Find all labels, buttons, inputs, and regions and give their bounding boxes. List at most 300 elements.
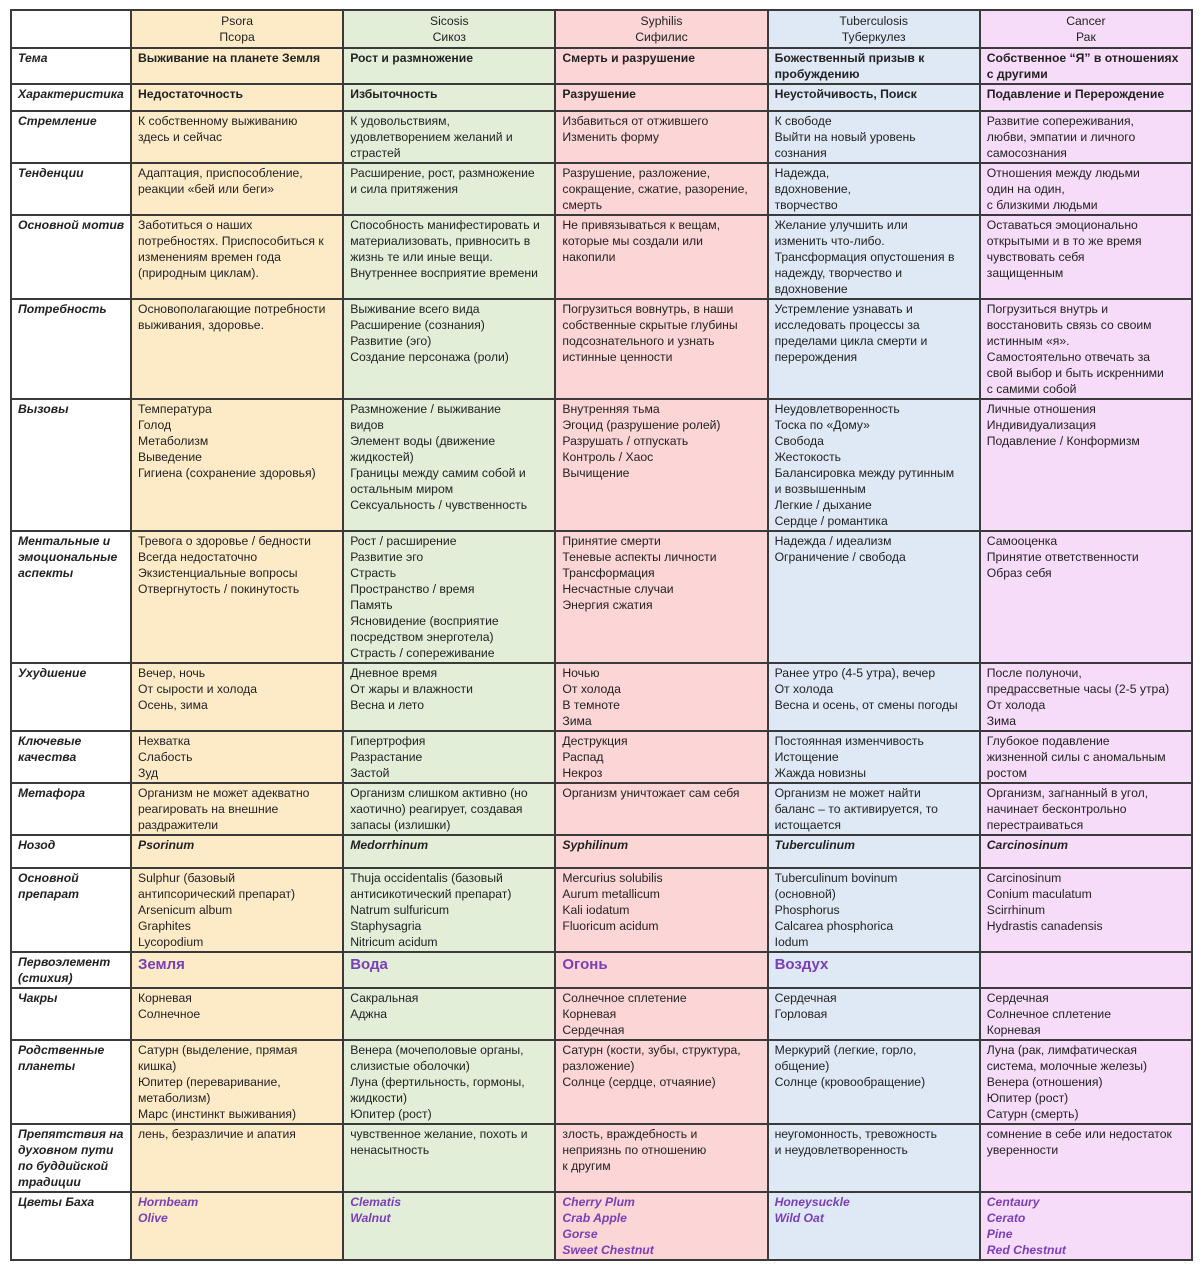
cell-line: Calcarea phosphorica xyxy=(774,919,894,933)
cell-line: Воздух xyxy=(774,956,829,973)
cell-bach-flowers-psora xyxy=(131,1192,343,1260)
cell-line: Sweet Chestnut xyxy=(562,1243,654,1257)
cell-line: Размножение / выживание xyxy=(350,402,501,416)
cell-line: Солнце (кровообращение) xyxy=(774,1075,926,1089)
cell-line: жидкостей) xyxy=(350,450,414,464)
cell-line: Walnut xyxy=(350,1211,391,1225)
cell-line: чувствовать себя xyxy=(986,250,1085,264)
cell-line: Несчастные случаи xyxy=(562,582,674,596)
cell-line: К собственному выживанию xyxy=(138,114,298,128)
cell-line: разложение) xyxy=(562,1059,635,1073)
cell-line: Clematis xyxy=(350,1195,401,1209)
cell-line: Ночью xyxy=(562,666,600,680)
row-label-line: Тема xyxy=(18,51,48,65)
cell-line: Солнечное xyxy=(138,1007,201,1021)
cell-planets-sicosis xyxy=(343,1040,555,1124)
cell-line: вдохновение xyxy=(774,282,848,296)
cell-line: Natrum sulfuricum xyxy=(350,903,450,917)
cell-line: баланс – то активируется, то xyxy=(774,802,938,816)
row-nosode xyxy=(11,835,1192,868)
cell-line: Изменить форму xyxy=(562,130,659,144)
cell-aspiration-tuberculosis xyxy=(768,111,980,163)
cell-line: К удовольствиям, xyxy=(350,114,450,128)
row-label-planets xyxy=(11,1040,131,1124)
row-label-line: Родственные xyxy=(18,1043,105,1057)
row-chakras xyxy=(11,988,1192,1040)
cell-line: Tuberculinum bovinum xyxy=(774,871,898,885)
cell-line: истинным «я». xyxy=(986,334,1070,348)
row-label-line: Цветы Баха xyxy=(18,1195,95,1209)
cell-line: Carcinosinum xyxy=(986,838,1069,852)
cell-line: Энергия сжатия xyxy=(562,598,653,612)
cell-planets-tuberculosis xyxy=(768,1040,980,1124)
row-need xyxy=(11,299,1192,399)
cell-line: Корневая xyxy=(562,1007,617,1021)
cell-line: реакции «бей или беги» xyxy=(138,182,275,196)
cell-line: От холода xyxy=(562,682,621,696)
cell-line: Некроз xyxy=(562,766,603,780)
cell-line: Организм слишком активно (но xyxy=(350,786,528,800)
cell-line: Отвергнутость / покинутость xyxy=(138,582,300,596)
header-row xyxy=(11,10,1192,48)
cell-planets-psora xyxy=(131,1040,343,1124)
cell-line: кишка) xyxy=(138,1059,177,1073)
cell-aspiration-psora xyxy=(131,111,343,163)
cell-line: свой выбор и быть искренними xyxy=(986,366,1164,380)
cell-main-motive-tuberculosis xyxy=(768,215,980,299)
cell-line: Организм, загнанный в угол, xyxy=(986,786,1149,800)
cell-line: Страсть xyxy=(350,566,397,580)
cell-line: истинные ценности xyxy=(562,350,673,364)
cell-line: любви, эмпатии и личного xyxy=(986,130,1136,144)
cell-line: Весна и лето xyxy=(350,698,424,712)
cell-line: начинает бесконтрольно xyxy=(986,802,1127,816)
cell-need-psora xyxy=(131,299,343,399)
miasm-comparison-table-wrapper xyxy=(10,9,1193,1261)
cell-line: Arsenicum album xyxy=(138,903,233,917)
row-label-line: Стремление xyxy=(18,114,97,128)
row-label-line: Потребность xyxy=(18,302,107,316)
cell-challenges-psora xyxy=(131,399,343,531)
row-bach-flowers xyxy=(11,1192,1192,1260)
cell-line: Луна (рак, лимфатическая xyxy=(986,1043,1138,1057)
cell-chakras-cancer xyxy=(980,988,1192,1040)
cell-line: Зима xyxy=(986,714,1017,728)
cell-line: запасы (излишки) xyxy=(350,818,451,832)
cell-line: Сексуальность / чувственность xyxy=(350,498,528,512)
cell-line: Рост / расширение xyxy=(350,534,457,548)
cell-line: собственные скрытые глубины xyxy=(562,318,738,332)
cell-line: Балансировка между рутинным xyxy=(774,466,955,480)
cell-line: Организм уничтожает сам себя xyxy=(562,786,740,800)
cell-line: Трансформация опустошения в xyxy=(774,250,955,264)
cell-line: Thuja occidentalis (базовый xyxy=(350,871,503,885)
cell-line: Марс (инстинкт выживания) xyxy=(138,1107,297,1121)
cell-obstacles-psora xyxy=(131,1124,343,1192)
cell-line: Принятие ответственности xyxy=(986,550,1139,564)
cell-line: Солнечное сплетение xyxy=(562,991,687,1005)
cell-chakras-psora xyxy=(131,988,343,1040)
cell-line: жидкости) xyxy=(350,1091,408,1105)
cell-line: Застой xyxy=(350,766,390,780)
row-label-theme xyxy=(11,48,131,84)
table-body xyxy=(11,48,1192,1260)
cell-line: Развитие эго xyxy=(350,550,424,564)
cell-line: Трансформация xyxy=(562,566,655,580)
cell-line: слизистые оболочки) xyxy=(350,1059,470,1073)
cell-line: Выживание на планете Земля xyxy=(138,51,321,65)
cell-tendencies-tuberculosis xyxy=(768,163,980,215)
cell-line: Самостоятельно отвечать за xyxy=(986,350,1151,364)
cell-line: Развитие (эго) xyxy=(350,334,432,348)
cell-line: Crab Apple xyxy=(562,1211,627,1225)
cell-nosode-sicosis xyxy=(343,835,555,868)
row-label-line: Нозод xyxy=(18,838,56,852)
cell-line: Scirrhinum xyxy=(986,903,1045,917)
cell-line: Cherry Plum xyxy=(562,1195,635,1209)
cell-line: Gorse xyxy=(562,1227,598,1241)
cell-line: удовлетворением желаний и xyxy=(350,130,513,144)
header-syphilis-en: Syphilis xyxy=(640,14,683,28)
cell-line: Сатурн (смерть) xyxy=(986,1107,1079,1121)
cell-main-motive-cancer xyxy=(980,215,1192,299)
header-tuberculosis xyxy=(768,10,980,48)
row-label-metaphor xyxy=(11,783,131,835)
cell-characteristic-sicosis xyxy=(343,84,555,111)
row-label-line: Характеристика xyxy=(18,87,124,101)
cell-line: система, молочные железы) xyxy=(986,1059,1148,1073)
cell-line: чувственное желание, похоть и xyxy=(350,1127,528,1141)
cell-line: Метаболизм xyxy=(138,434,209,448)
cell-line: Погрузиться внутрь и xyxy=(986,302,1109,316)
cell-line: От сырости и холода xyxy=(138,682,258,696)
row-label-nosode xyxy=(11,835,131,868)
row-tendencies xyxy=(11,163,1192,215)
cell-bach-flowers-syphilis xyxy=(555,1192,767,1260)
row-label-line: Вызовы xyxy=(18,402,69,416)
cell-line: и неудовлетворенность xyxy=(774,1143,908,1157)
row-label-line: по буддийской xyxy=(18,1159,109,1173)
row-metaphor xyxy=(11,783,1192,835)
cell-line: Свобода xyxy=(774,434,824,448)
cell-challenges-tuberculosis xyxy=(768,399,980,531)
cell-line: К свободе xyxy=(774,114,832,128)
cell-line: пределами цикла смерти и xyxy=(774,334,928,348)
row-label-need xyxy=(11,299,131,399)
cell-metaphor-syphilis xyxy=(555,783,767,835)
cell-line: Honeysuckle xyxy=(774,1195,850,1209)
row-label-element xyxy=(11,952,131,988)
cell-main-remedy-psora xyxy=(131,868,343,952)
cell-line: вдохновение, xyxy=(774,182,852,196)
row-obstacles xyxy=(11,1124,1192,1192)
cell-line: (основной) xyxy=(774,887,836,901)
cell-line: Весна и осень, от смены погоды xyxy=(774,698,958,712)
cell-main-motive-psora xyxy=(131,215,343,299)
cell-line: Подавление и Перерождение xyxy=(986,87,1165,101)
cell-challenges-syphilis xyxy=(555,399,767,531)
cell-element-psora xyxy=(131,952,343,988)
header-corner-cell xyxy=(11,10,131,48)
cell-nosode-cancer xyxy=(980,835,1192,868)
row-planets xyxy=(11,1040,1192,1124)
cell-line: Сердечная xyxy=(986,991,1049,1005)
cell-line: Меркурий (легкие, горло, xyxy=(774,1043,917,1057)
cell-line: лень, безразличие и апатия xyxy=(138,1127,296,1141)
cell-line: Разрушение xyxy=(562,87,636,101)
cell-line: Разрушать / отпускать xyxy=(562,434,689,448)
cell-line: пробуждению xyxy=(774,67,860,81)
cell-line: Mercurius solubilis xyxy=(562,871,663,885)
cell-line: Погрузиться вовнутрь, в наши xyxy=(562,302,734,316)
cell-line: Жестокость xyxy=(774,450,842,464)
cell-line: Страсть / сопереживание xyxy=(350,646,495,660)
cell-line: Разрушение, разложение, xyxy=(562,166,711,180)
cell-line: Отношения между людьми xyxy=(986,166,1140,180)
cell-line: Centaury xyxy=(986,1195,1040,1209)
cell-aspiration-cancer xyxy=(980,111,1192,163)
cell-element-tuberculosis xyxy=(768,952,980,988)
cell-line: антипсорический препарат) xyxy=(138,887,296,901)
cell-metaphor-tuberculosis xyxy=(768,783,980,835)
cell-line: остальным миром xyxy=(350,482,454,496)
cell-line: Carcinosinum xyxy=(986,871,1062,885)
cell-line: Tuberculinum xyxy=(774,838,855,852)
cell-line: ростом xyxy=(986,766,1028,780)
cell-line: Индивидуализация xyxy=(986,418,1096,432)
cell-line: Red Chestnut xyxy=(986,1243,1066,1257)
cell-line: Выживание всего вида xyxy=(350,302,480,316)
cell-line: В темноте xyxy=(562,698,620,712)
cell-line: Phosphorus xyxy=(774,903,840,917)
cell-line: Границы между самим собой и xyxy=(350,466,526,480)
cell-line: надежду, творчество и xyxy=(774,266,903,280)
cell-line: самосознания xyxy=(986,146,1067,160)
cell-line: Psorinum xyxy=(138,838,195,852)
cell-need-tuberculosis xyxy=(768,299,980,399)
cell-line: Пространство / время xyxy=(350,582,475,596)
cell-line: Элемент воды (движение xyxy=(350,434,496,448)
cell-line: перестраиваться xyxy=(986,818,1084,832)
row-label-line: Основной xyxy=(18,871,79,885)
cell-line: От жары и влажности xyxy=(350,682,473,696)
cell-bach-flowers-cancer xyxy=(980,1192,1192,1260)
cell-obstacles-cancer xyxy=(980,1124,1192,1192)
cell-aggravation-syphilis xyxy=(555,663,767,731)
cell-line: Всегда недостаточно xyxy=(138,550,258,564)
row-label-aggravation xyxy=(11,663,131,731)
cell-line: защищенным xyxy=(986,266,1064,280)
cell-planets-syphilis xyxy=(555,1040,767,1124)
cell-aspiration-sicosis xyxy=(343,111,555,163)
cell-line: неугомонность, тревожность xyxy=(774,1127,937,1141)
cell-line: Вычищение xyxy=(562,466,630,480)
header-tuberculosis-ru: Туберкулез xyxy=(841,30,906,44)
header-psora-en: Psora xyxy=(221,14,254,28)
cell-tendencies-cancer xyxy=(980,163,1192,215)
cell-line: хаотично) реагирует, создавая xyxy=(350,802,523,816)
cell-line: Юпитер (переваривание, xyxy=(138,1075,281,1089)
cell-line: Сакральная xyxy=(350,991,419,1005)
row-label-mental-emotional xyxy=(11,531,131,663)
cell-line: сокращение, сжатие, разорение, xyxy=(562,182,748,196)
cell-line: Graphites xyxy=(138,919,191,933)
cell-tendencies-psora xyxy=(131,163,343,215)
cell-line: Зима xyxy=(562,714,592,728)
cell-line: Рост и размножение xyxy=(350,51,473,65)
cell-line: метаболизм) xyxy=(138,1091,211,1105)
cell-line: предрассветные часы (2-5 утра) xyxy=(986,682,1170,696)
cell-line: Syphilinum xyxy=(562,838,629,852)
cell-line: Юпитер (рост) xyxy=(350,1107,432,1121)
row-mental-emotional xyxy=(11,531,1192,663)
cell-main-remedy-sicosis xyxy=(343,868,555,952)
cell-line: Распад xyxy=(562,750,604,764)
cell-line: изменениям времен года xyxy=(138,250,281,264)
row-label-line: Ментальные и xyxy=(18,534,111,548)
cell-line: Нехватка xyxy=(138,734,191,748)
cell-line: Staphysagria xyxy=(350,919,422,933)
cell-tendencies-syphilis xyxy=(555,163,767,215)
row-label-bach-flowers xyxy=(11,1192,131,1260)
cell-line: Ограничение / свобода xyxy=(774,550,906,564)
cell-line: Организм не может адекватно xyxy=(138,786,310,800)
cell-main-motive-sicosis xyxy=(343,215,555,299)
cell-nosode-psora xyxy=(131,835,343,868)
cell-line: Medorrhinum xyxy=(350,838,429,852)
cell-line: От холода xyxy=(986,698,1046,712)
cell-line: и возвышенным xyxy=(774,482,866,496)
cell-line: Легкие / дыхание xyxy=(774,498,872,512)
row-label-line: Тенденции xyxy=(18,166,84,180)
row-label-line: Ухудшение xyxy=(18,666,87,680)
row-label-main-remedy xyxy=(11,868,131,952)
header-cancer xyxy=(980,10,1192,48)
cell-line: Nitricum acidum xyxy=(350,935,438,949)
cell-line: сознания xyxy=(774,146,827,160)
cell-main-remedy-cancer xyxy=(980,868,1192,952)
cell-main-motive-syphilis xyxy=(555,215,767,299)
cell-line: Lycopodium xyxy=(138,935,204,949)
cell-line: сомнение в себе или недостаток xyxy=(986,1127,1172,1141)
cell-line: Личные отношения xyxy=(986,402,1096,416)
cell-mental-emotional-tuberculosis xyxy=(768,531,980,663)
cell-line: Устремление узнавать и xyxy=(774,302,913,316)
cell-line: Неудовлетворенность xyxy=(774,402,900,416)
cell-obstacles-syphilis xyxy=(555,1124,767,1192)
cell-line: Экзистенциальные вопросы xyxy=(138,566,298,580)
cell-chakras-sicosis xyxy=(343,988,555,1040)
cell-line: Деструкция xyxy=(562,734,628,748)
cell-nosode-tuberculosis xyxy=(768,835,980,868)
cell-tendencies-sicosis xyxy=(343,163,555,215)
row-main-motive xyxy=(11,215,1192,299)
cell-line: Сердечная xyxy=(562,1023,625,1037)
cell-nosode-syphilis xyxy=(555,835,767,868)
cell-need-syphilis xyxy=(555,299,767,399)
cell-line: Сердечная xyxy=(774,991,837,1005)
cell-line: Сатурн (выделение, прямая xyxy=(138,1043,298,1057)
cell-line: реагировать на внешние xyxy=(138,802,279,816)
cell-line: Cerato xyxy=(986,1211,1026,1225)
cell-line: Разрастание xyxy=(350,750,423,764)
cell-line: с самими собой xyxy=(986,382,1077,396)
cell-need-sicosis xyxy=(343,299,555,399)
row-label-line: Ключевые xyxy=(18,734,82,748)
row-key-qualities xyxy=(11,731,1192,783)
cell-line: Pine xyxy=(986,1227,1013,1241)
cell-theme-tuberculosis xyxy=(768,48,980,84)
cell-line: страстей xyxy=(350,146,401,160)
cell-line: перерождения xyxy=(774,350,858,364)
cell-line: Постоянная изменчивость xyxy=(774,734,924,748)
cell-line: Солнце (сердце, отчаяние) xyxy=(562,1075,716,1089)
cell-line: Подавление / Конформизм xyxy=(986,434,1140,448)
cell-line: Вечер, ночь xyxy=(138,666,206,680)
cell-line: Земля xyxy=(138,956,185,973)
cell-line: ненасытность xyxy=(350,1143,430,1157)
row-aggravation xyxy=(11,663,1192,731)
cell-element-syphilis xyxy=(555,952,767,988)
cell-line: Адаптация, приспособление, xyxy=(138,166,303,180)
cell-line: (природным циклам). xyxy=(138,266,259,280)
cell-line: исследовать процессы за xyxy=(774,318,920,332)
row-label-characteristic xyxy=(11,84,131,111)
cell-line: Недостаточность xyxy=(138,87,244,101)
cell-mental-emotional-syphilis xyxy=(555,531,767,663)
cell-line: Ясновидение (восприятие xyxy=(350,614,499,628)
cell-key-qualities-sicosis xyxy=(343,731,555,783)
cell-element-cancer xyxy=(980,952,1192,988)
cell-line: Солнечное сплетение xyxy=(986,1007,1112,1021)
cell-main-remedy-syphilis xyxy=(555,868,767,952)
cell-line: материализовать, привносить в xyxy=(350,234,531,248)
table-header xyxy=(11,10,1192,48)
row-label-line: традиции xyxy=(18,1175,81,1189)
row-main-remedy xyxy=(11,868,1192,952)
cell-line: к другим xyxy=(562,1159,611,1173)
cell-line: Гипертрофия xyxy=(350,734,426,748)
cell-theme-psora xyxy=(131,48,343,84)
cell-theme-cancer xyxy=(980,48,1192,84)
row-aspiration xyxy=(11,111,1192,163)
cell-line: Осень, зима xyxy=(138,698,208,712)
cell-line: Conium maculatum xyxy=(986,887,1092,901)
cell-aggravation-sicosis xyxy=(343,663,555,731)
cell-line: Hydrastis canadensis xyxy=(986,919,1103,933)
header-sicosis-en: Sicosis xyxy=(429,14,469,28)
cell-theme-sicosis xyxy=(343,48,555,84)
row-label-key-qualities xyxy=(11,731,131,783)
cell-line: Расширение, рост, размножение xyxy=(350,166,535,180)
cell-line: изменить что-либо. xyxy=(774,234,885,248)
row-label-line: препарат xyxy=(18,887,79,901)
cell-line: Принятие смерти xyxy=(562,534,661,548)
cell-need-cancer xyxy=(980,299,1192,399)
cell-line: Аджна xyxy=(350,1007,388,1021)
cell-line: От холода xyxy=(774,682,834,696)
cell-line: Внутреннее восприятие времени xyxy=(350,266,538,280)
row-label-main-motive xyxy=(11,215,131,299)
cell-line: Венера (отношения) xyxy=(986,1075,1103,1089)
cell-line: Способность манифестировать и xyxy=(350,218,540,232)
cell-line: Луна (фертильность, гормоны, xyxy=(350,1075,525,1089)
cell-mental-emotional-psora xyxy=(131,531,343,663)
cell-line: Гигиена (сохранение здоровья) xyxy=(138,466,316,480)
cell-line: Собственное “Я” в отношениях xyxy=(986,51,1179,65)
cell-line: жизненной силы с аномальным xyxy=(986,750,1166,764)
cell-line: Тоска по «Дому» xyxy=(774,418,870,432)
